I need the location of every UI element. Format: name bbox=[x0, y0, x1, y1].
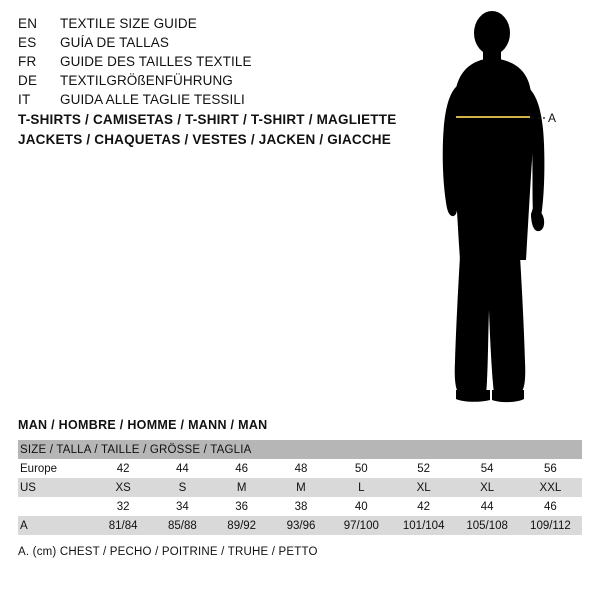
table-row bbox=[18, 459, 582, 478]
table-cell: 40 bbox=[331, 497, 392, 516]
table-cell: L bbox=[331, 478, 392, 497]
row-label bbox=[18, 497, 93, 516]
category-line-jackets: JACKETS / CHAQUETAS / VESTES / JACKEN / GIACCHE bbox=[18, 132, 391, 147]
language-code: ES bbox=[18, 35, 37, 50]
language-header-block bbox=[18, 16, 388, 111]
dashed-leader-icon bbox=[531, 113, 546, 123]
language-title: TEXTILE SIZE GUIDE bbox=[60, 16, 197, 31]
table-cell: 42 bbox=[93, 459, 152, 478]
row-label: US bbox=[18, 478, 93, 497]
table-cell: 105/108 bbox=[455, 516, 518, 535]
table-cell: 38 bbox=[271, 497, 330, 516]
mannequin-figure bbox=[400, 10, 600, 410]
table-cell: XL bbox=[392, 478, 455, 497]
language-code: EN bbox=[18, 16, 38, 31]
table-cell: 54 bbox=[455, 459, 518, 478]
table-cell: 101/104 bbox=[392, 516, 455, 535]
language-title: TEXTILGRÖßENFÜHRUNG bbox=[60, 73, 233, 88]
language-title: GUIDA ALLE TAGLIE TESSILI bbox=[60, 92, 245, 107]
table-cell: 85/88 bbox=[153, 516, 212, 535]
table-cell: XS bbox=[93, 478, 152, 497]
language-row bbox=[18, 16, 388, 35]
mannequin-silhouette-icon bbox=[400, 10, 600, 410]
category-block bbox=[18, 110, 418, 150]
table-cell: 81/84 bbox=[93, 516, 152, 535]
size-table bbox=[18, 440, 582, 535]
table-cell: M bbox=[271, 478, 330, 497]
table-cell: S bbox=[153, 478, 212, 497]
table-cell: 42 bbox=[392, 497, 455, 516]
language-code: FR bbox=[18, 54, 37, 69]
table-cell: 52 bbox=[392, 459, 455, 478]
table-header-row bbox=[18, 440, 582, 459]
language-title: GUÍA DE TALLAS bbox=[60, 35, 169, 50]
table-cell: 44 bbox=[153, 459, 212, 478]
table-cell: 32 bbox=[93, 497, 152, 516]
table-row bbox=[18, 516, 582, 535]
row-label: Europe bbox=[18, 459, 93, 478]
table-header-label: SIZE / TALLA / TAILLE / GRÖSSE / TAGLIA bbox=[18, 440, 582, 459]
table-cell: 36 bbox=[212, 497, 271, 516]
table-row bbox=[18, 497, 582, 516]
chest-marker-label: A bbox=[548, 111, 557, 125]
table-cell: 97/100 bbox=[331, 516, 392, 535]
table-row bbox=[18, 478, 582, 497]
category-line-tshirts: T-SHIRTS / CAMISETAS / T-SHIRT / T-SHIRT / MAGLIETTE bbox=[18, 112, 397, 127]
table-cell: M bbox=[212, 478, 271, 497]
table-cell: 48 bbox=[271, 459, 330, 478]
table-section-title: MAN / HOMBRE / HOMME / MANN / MAN bbox=[18, 418, 268, 432]
table-cell: XL bbox=[455, 478, 518, 497]
language-row bbox=[18, 54, 388, 73]
table-cell: 109/112 bbox=[519, 516, 582, 535]
table-cell: 46 bbox=[519, 497, 582, 516]
table-footnote: A. (cm) CHEST / PECHO / POITRINE / TRUHE / PETTO bbox=[18, 546, 318, 558]
table-cell: 34 bbox=[153, 497, 212, 516]
language-code: DE bbox=[18, 73, 38, 88]
language-row bbox=[18, 92, 388, 111]
table-cell: 50 bbox=[331, 459, 392, 478]
table-cell: XXL bbox=[519, 478, 582, 497]
language-row bbox=[18, 35, 388, 54]
table-cell: 46 bbox=[212, 459, 271, 478]
language-code: IT bbox=[18, 92, 31, 107]
table-cell: 56 bbox=[519, 459, 582, 478]
language-title: GUIDE DES TAILLES TEXTILE bbox=[60, 54, 252, 69]
table-cell: 44 bbox=[455, 497, 518, 516]
table-cell: 89/92 bbox=[212, 516, 271, 535]
language-row bbox=[18, 73, 388, 92]
row-label: A bbox=[18, 516, 93, 535]
table-cell: 93/96 bbox=[271, 516, 330, 535]
